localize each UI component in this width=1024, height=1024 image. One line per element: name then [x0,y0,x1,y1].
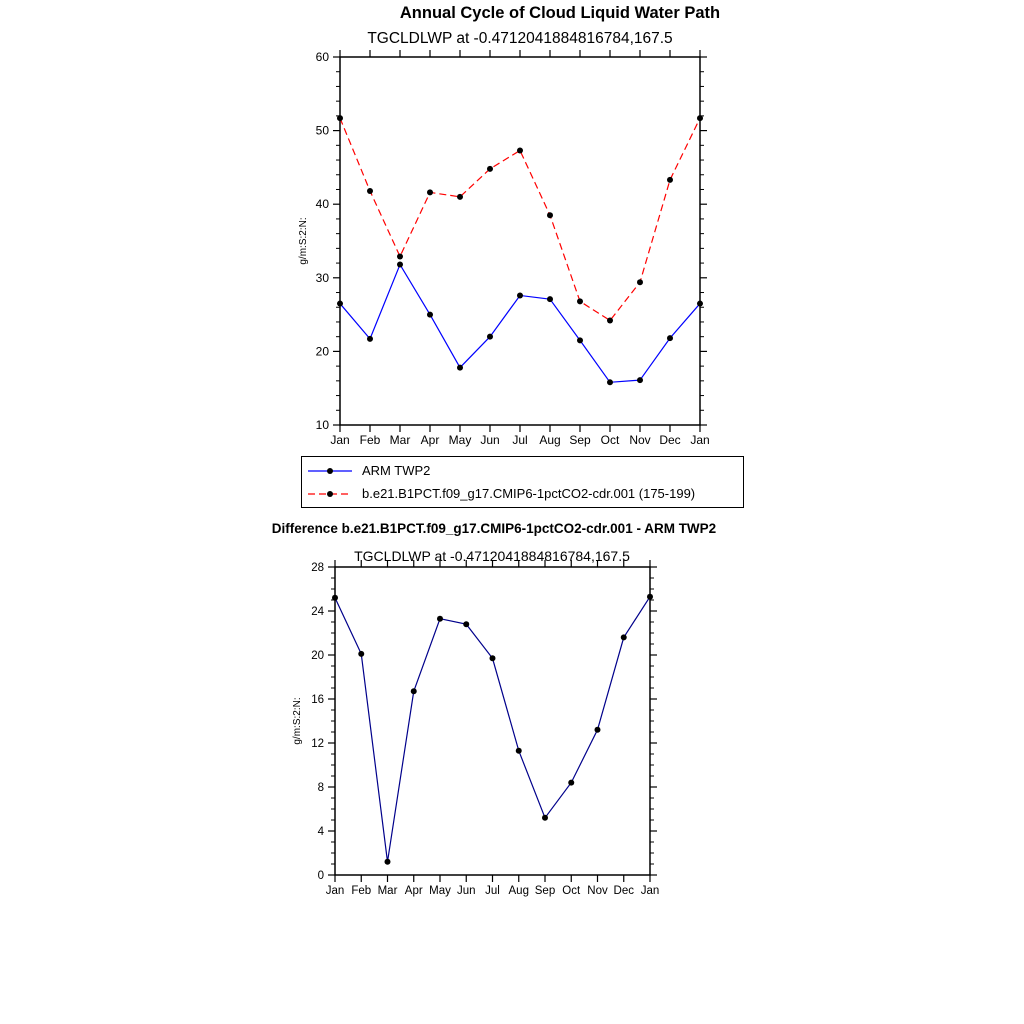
data-point-marker [517,147,523,153]
data-point-marker [637,279,643,285]
x-tick-label: Sep [569,433,591,447]
y-axis-title: g/m:S:2:N: [292,697,303,745]
y-tick-label: 30 [315,270,329,285]
x-tick-label: Nov [629,433,651,447]
x-tick-label: May [429,885,451,897]
data-point-marker [667,177,673,183]
x-tick-label: Feb [351,885,372,897]
x-tick-label: Jul [512,433,528,447]
data-point-marker [487,166,493,172]
x-tick-label: Feb [359,433,381,447]
difference-chart-title: Difference b.e21.B1PCT.f09_g17.CMIP6-1pctCO2-cdr.001 - ARM TWP2 [271,521,717,536]
data-point-marker [568,780,574,786]
data-point-marker [595,727,601,733]
data-point-marker [516,748,522,754]
annual-cycle-chart-title: Annual Cycle of Cloud Liquid Water Path [399,4,721,22]
x-tick-label: Jun [456,885,476,897]
x-tick-label: Apr [404,885,423,897]
x-tick-label: Dec [613,885,634,897]
data-point-marker [411,688,417,694]
data-point-marker [463,621,469,627]
data-point-marker [697,301,703,307]
data-point-marker [647,594,653,600]
difference-chart-subtitle: TGCLDLWP at -0.4712041884816784,167.5 [354,548,630,564]
data-point-marker [358,651,364,657]
data-point-marker [397,253,403,259]
legend-label: b.e21.B1PCT.f09_g17.CMIP6-1pctCO2-cdr.001 (175-199) [362,486,696,501]
data-point-marker [457,194,463,200]
data-point-marker [637,377,643,383]
series-line-0 [335,597,650,862]
x-tick-label: Nov [587,885,608,897]
legend-entry [307,482,743,505]
legend-line-sample-icon [307,488,353,500]
y-tick-label: 40 [315,197,329,212]
y-tick-label: 20 [315,344,329,359]
data-point-marker [547,296,553,302]
chart-legend [301,456,744,508]
x-tick-label: Jan [690,433,710,447]
y-tick-label: 0 [317,870,324,882]
data-point-marker [577,337,583,343]
y-axis-title: g/m:S:2:N: [298,217,309,265]
y-tick-label: 10 [315,418,329,432]
plot-frame [340,57,700,425]
data-point-marker [367,336,373,342]
legend-entry [307,459,743,482]
data-point-marker [542,815,548,821]
difference-line-chart [285,555,705,910]
data-point-marker [427,312,433,318]
x-tick-label: May [448,433,472,447]
legend-line-sample-icon [307,465,353,477]
y-tick-label: 28 [311,562,324,574]
x-tick-label: Jun [480,433,500,447]
series-line-0 [340,265,700,383]
x-tick-label: Jan [640,885,660,897]
data-point-marker [487,334,493,340]
y-tick-label: 12 [311,738,324,750]
annual-cycle-line-chart [290,45,760,455]
data-point-marker [607,317,613,323]
data-point-marker [457,365,463,371]
data-point-marker [332,595,338,601]
x-tick-label: Oct [562,885,581,897]
x-tick-label: Jan [330,433,350,447]
x-tick-label: Jan [325,885,345,897]
plot-frame [335,567,650,875]
x-tick-label: Jul [485,885,500,897]
data-point-marker [337,301,343,307]
x-tick-label: Sep [534,885,556,897]
y-tick-label: 4 [317,826,324,838]
data-point-marker [397,262,403,268]
x-tick-label: Aug [539,433,561,447]
annual-cycle-chart-subtitle: TGCLDLWP at -0.4712041884816784,167.5 [367,30,673,47]
y-tick-label: 50 [315,123,329,138]
y-tick-label: 8 [317,782,324,794]
data-point-marker [437,616,443,622]
data-point-marker [607,379,613,385]
x-tick-label: Dec [659,433,681,447]
data-point-marker [621,634,627,640]
y-tick-label: 60 [315,50,329,64]
data-point-marker [337,115,343,121]
x-tick-label: Apr [420,433,440,447]
x-tick-label: Oct [600,433,620,447]
data-point-marker [367,188,373,194]
y-tick-label: 20 [311,650,324,662]
data-point-marker [697,115,703,121]
x-tick-label: Mar [389,433,411,447]
data-point-marker [490,655,496,661]
y-tick-label: 16 [311,694,324,706]
x-tick-label: Mar [377,885,398,897]
data-point-marker [427,189,433,195]
x-tick-label: Aug [508,885,529,897]
data-point-marker [385,859,391,865]
data-point-marker [667,335,673,341]
legend-label: ARM TWP2 [362,463,431,478]
y-tick-label: 24 [311,606,324,618]
data-point-marker [517,292,523,298]
data-point-marker [547,212,553,218]
data-point-marker [577,298,583,304]
